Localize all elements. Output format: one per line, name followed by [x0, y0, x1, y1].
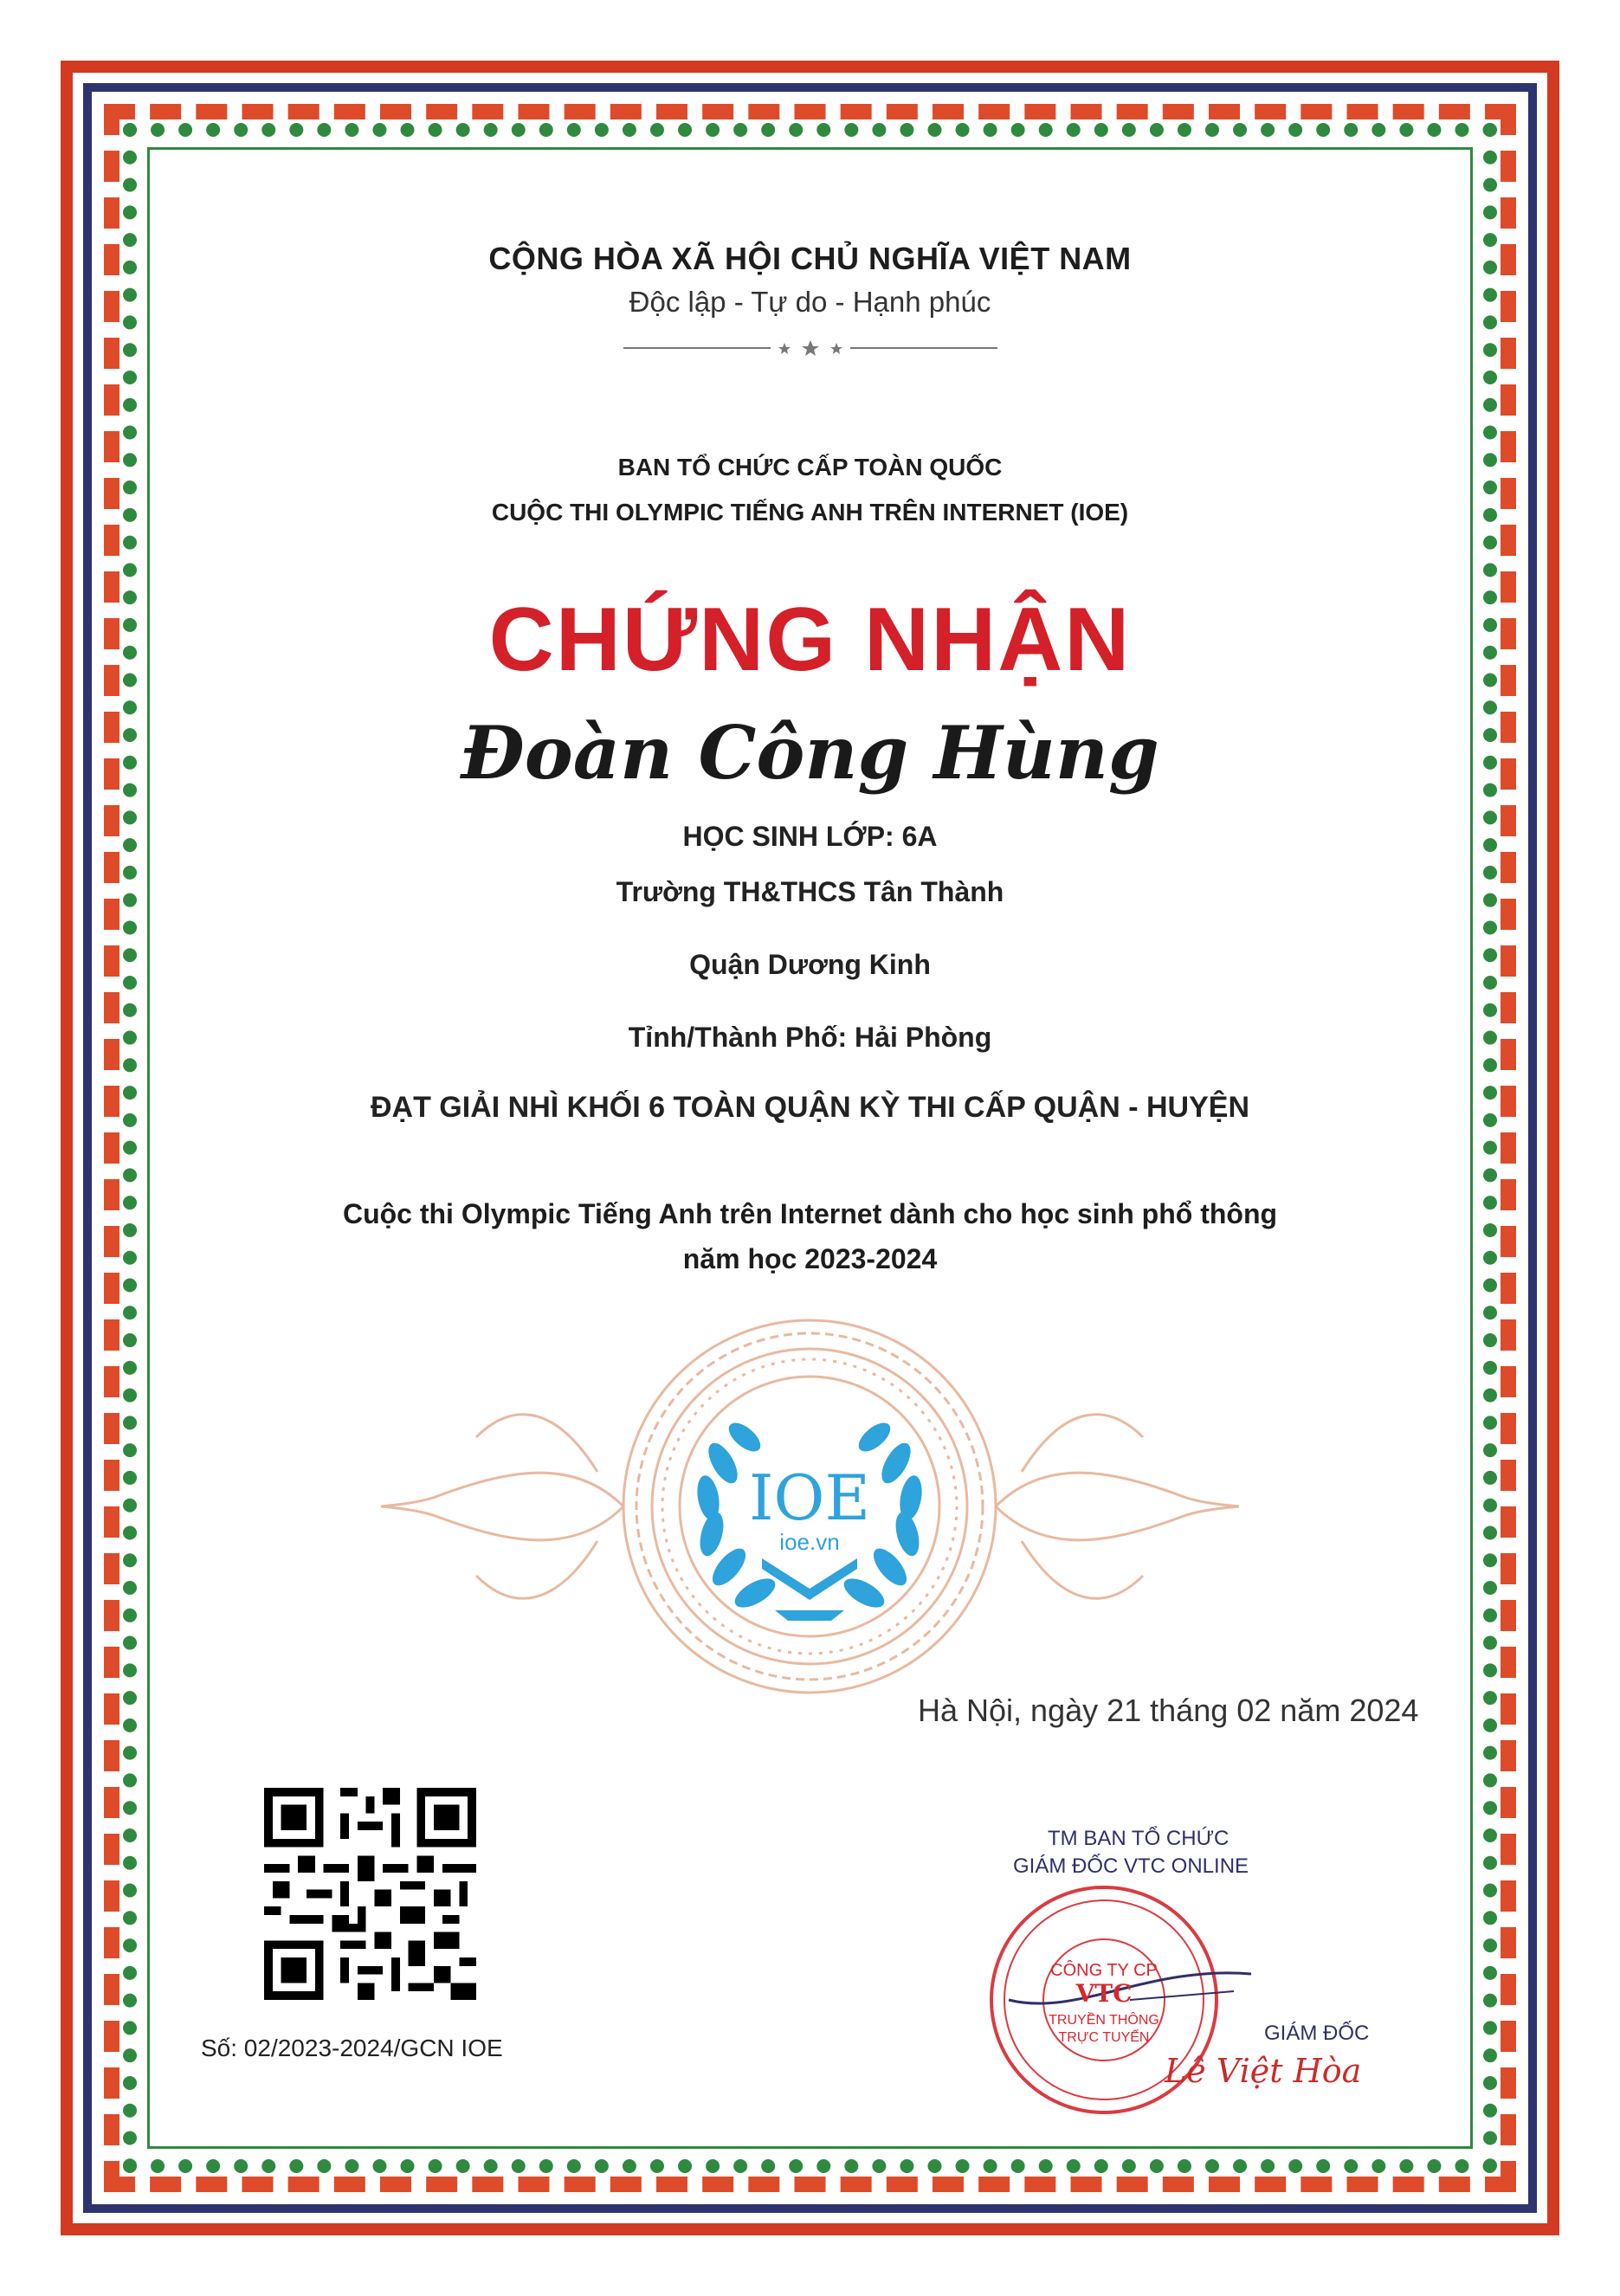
signer-name: Lê Việt Hòa — [1165, 2052, 1362, 2090]
ioe-logo-emblem — [381, 1299, 1239, 1714]
svg-text:CÔNG TY CP: CÔNG TY CP — [1050, 1961, 1158, 1980]
issue-date: Hà Nội, ngày 21 tháng 02 năm 2024 — [918, 1693, 1419, 1728]
recipient-name: Đoàn Công Hùng — [461, 710, 1159, 796]
signer-org-line-1: TM BAN TỔ CHỨC — [1048, 1827, 1230, 1850]
country-heading: CỘNG HÒA XÃ HỘI CHỦ NGHĨA VIỆT NAM — [488, 241, 1132, 276]
certificate-number: Số: 02/2023-2024/GCN IOE — [201, 2035, 503, 2061]
organizer-line-2: CUỘC THI OLYMPIC TIẾNG ANH TRÊN INTERNET (IOE) — [491, 499, 1129, 526]
district-name: Quận Dương Kinh — [689, 949, 931, 980]
logo-domain: ioe.vn — [779, 1529, 840, 1555]
contest-line-2: năm học 2023-2024 — [682, 1243, 938, 1274]
divider-star-icon — [802, 340, 819, 356]
organizer-line-1: BAN TỔ CHỨC CẤP TOÀN QUỐC — [617, 454, 1003, 480]
svg-text:TRỰC TUYẾN: TRỰC TUYẾN — [1058, 2030, 1150, 2045]
qr-code-icon — [264, 1788, 476, 2000]
chevron-down-icon — [762, 1558, 857, 1600]
award-text: ĐẠT GIẢI NHÌ KHỐI 6 TOÀN QUẬN KỲ THI CẤP QUẬN - HUYỆN — [370, 1091, 1250, 1124]
motto: Độc lập - Tự do - Hạnh phúc — [629, 286, 991, 318]
school-name: Trường TH&THCS Tân Thành — [616, 876, 1004, 907]
signer-title: GIÁM ĐỐC — [1264, 2022, 1370, 2045]
svg-text:TRUYỀN THÔNG: TRUYỀN THÔNG — [1049, 2013, 1159, 2028]
svg-text:VTC: VTC — [1075, 1979, 1133, 2008]
certificate-title: CHỨNG NHẬN — [488, 590, 1132, 690]
company-seal-stamp — [974, 1870, 1251, 2130]
province-name: Tỉnh/Thành Phố: Hải Phòng — [628, 1022, 992, 1053]
star-divider — [623, 338, 997, 358]
divider-star-icon — [830, 343, 842, 354]
signer-org-line-2: GIÁM ĐỐC VTC ONLINE — [1013, 1854, 1249, 1878]
class-label: HỌC SINH LỚP: 6A — [682, 821, 938, 852]
divider-star-icon — [778, 343, 791, 354]
contest-line-1: Cuộc thi Olympic Tiếng Anh trên Internet dành cho học sinh phổ thông — [342, 1198, 1278, 1229]
logo-text: IOE — [748, 1461, 871, 1534]
